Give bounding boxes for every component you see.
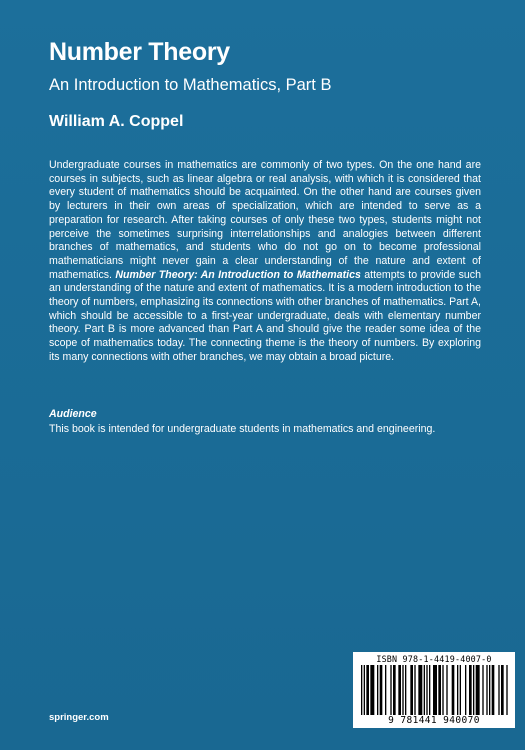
barcode-bar	[486, 665, 487, 715]
isbn-barcode	[353, 652, 515, 728]
barcode-bar	[473, 665, 474, 715]
barcode-bar	[446, 665, 447, 715]
barcode-bar	[414, 665, 415, 715]
audience-text: This book is intended for undergraduate students in mathematics and engineering.	[49, 423, 436, 435]
barcode-bar	[410, 665, 413, 715]
blurb-emphasis: Number Theory: An Introduction to Mathematics	[115, 268, 361, 281]
barcode-bar	[501, 665, 504, 715]
publisher-url: springer.com	[49, 712, 109, 723]
book-author: William A. Coppel	[49, 113, 184, 130]
barcode-bar	[476, 665, 480, 715]
barcode-bar	[457, 665, 458, 715]
barcode-bar	[361, 665, 362, 715]
barcode-bar	[364, 665, 365, 715]
barcode-bar	[489, 665, 490, 715]
barcode-bar	[393, 665, 396, 715]
barcode-bar	[465, 665, 466, 715]
blurb-paragraph	[49, 159, 481, 365]
barcode-bar	[424, 665, 425, 715]
barcode-bar	[492, 665, 495, 715]
barcode-bar	[380, 665, 383, 715]
barcode-bar	[469, 665, 472, 715]
barcode-bar	[402, 665, 403, 715]
isbn-label: ISBN 978-1-4419-4007-0	[376, 654, 492, 664]
blurb-part-2: attempts to provide such an understanding of the nature and extent of mathematics. It is a modern introduction to the theory of numbers, emphasizing its connections with other branches of mathematics. Part A, which should be accessible to a first-year undergraduate, deals with elementary number theory. Part B is more advanced than Part A and should give the reader some idea of the scope of mathematics today. The connecting theme is the theory of numbers. By exploring its many connections with other branches, we may obtain a broad picture.	[49, 268, 482, 363]
barcode-bar	[433, 665, 437, 715]
barcode-bars	[361, 665, 509, 715]
barcode-bar	[426, 665, 427, 715]
barcode-bar	[370, 665, 374, 715]
barcode-bar	[418, 665, 422, 715]
barcode-bar	[498, 665, 499, 715]
barcode-bar	[405, 665, 406, 715]
barcode-bar	[398, 665, 401, 715]
barcode-bar	[429, 665, 430, 715]
book-title: Number Theory	[49, 38, 230, 66]
barcode-bar	[460, 665, 461, 715]
barcode-number: 9 781441 940070	[388, 715, 480, 726]
barcode-bar	[377, 665, 378, 715]
book-subtitle: An Introduction to Mathematics, Part B	[49, 76, 332, 94]
barcode-bar	[442, 665, 443, 715]
barcode-bar	[482, 665, 483, 715]
barcode-bar	[438, 665, 441, 715]
barcode-bar	[452, 665, 455, 715]
barcode-bar	[366, 665, 369, 715]
audience-heading: Audience	[49, 408, 97, 420]
barcode-bar	[385, 665, 386, 715]
blurb-part-1: Undergraduate courses in mathematics are commonly of two types. On the one hand are courses in subjects, such as linear algebra or real analysis, with which it is considered that every student of mathematics should be acquainted. On the other hand are courses given by lecturers in their own areas of specialization, which are intended to serve as a preparation for research. After taking courses of only these two types, students might not perceive the sometimes surprising interrelationships and analogies between different branches of mathematics, and students who do not go on to become professional mathematicians might never gain a clear understanding of the nature and extent of mathematics.	[49, 159, 481, 281]
barcode-bar	[390, 665, 391, 715]
barcode-bar	[506, 665, 507, 715]
